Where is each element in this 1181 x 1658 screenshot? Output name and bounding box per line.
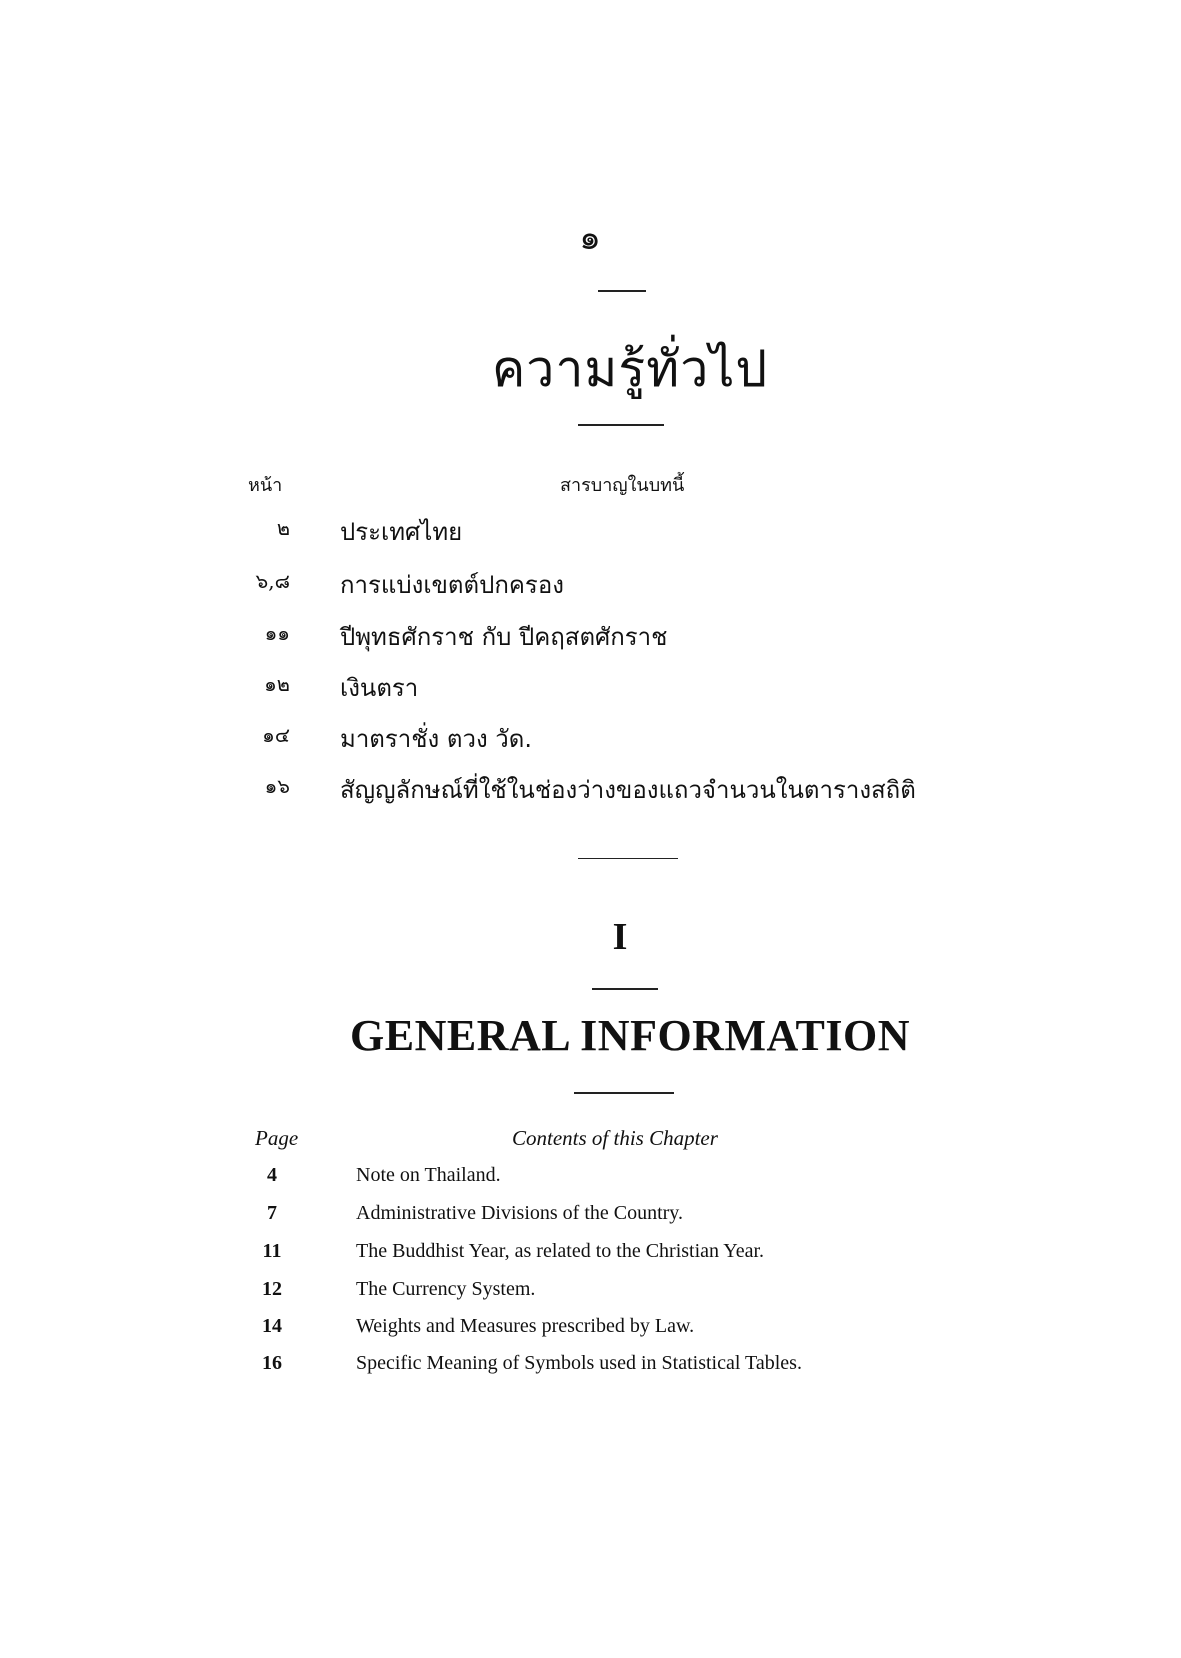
entry-title: Administrative Divisions of the Country. bbox=[356, 1202, 684, 1224]
entry-title: Weights and Measures prescribed by Law. bbox=[356, 1315, 695, 1337]
entry-title: สัญญลักษณ์ที่ใช้ในช่องว่างของแถวจำนวนในตารางสถิติ bbox=[340, 776, 916, 804]
divider bbox=[598, 290, 646, 292]
chapter-title: GENERAL INFORMATION bbox=[350, 1011, 910, 1060]
thai-contents-label: สารบาญในบทนี้ bbox=[560, 475, 685, 496]
entry-title: ประเทศไทย bbox=[340, 518, 463, 546]
entry-title: The Currency System. bbox=[356, 1278, 536, 1300]
entry-page: 11 bbox=[262, 1240, 282, 1262]
entry-page: 4 bbox=[267, 1164, 277, 1186]
entry-page: 7 bbox=[267, 1202, 277, 1224]
entry-page: 12 bbox=[262, 1278, 282, 1300]
entry-title: เงินตรา bbox=[340, 674, 419, 702]
entry-title: การแบ่งเขตต์ปกครอง bbox=[340, 571, 564, 599]
entry-title: มาตราชั่ง ตวง วัด. bbox=[340, 725, 532, 753]
entry-page: ๑๒ bbox=[264, 672, 290, 696]
page-column-label: Page bbox=[255, 1126, 299, 1150]
entry-title: Specific Meaning of Symbols used in Statistical Tables. bbox=[356, 1352, 802, 1374]
section-separator bbox=[578, 858, 678, 859]
thai-chapter-title: ความรู้ทั่วไป bbox=[491, 340, 769, 398]
thai-page-column-label: หน้า bbox=[248, 475, 283, 496]
entry-page: ๑๑ bbox=[264, 621, 290, 645]
divider bbox=[574, 1092, 674, 1094]
chapter-number: I bbox=[612, 916, 628, 958]
entry-title: The Buddhist Year, as related to the Christian Year. bbox=[356, 1240, 765, 1262]
entry-page: ๒ bbox=[276, 516, 290, 540]
entry-page: ๖,๘ bbox=[255, 569, 290, 593]
entry-page: 16 bbox=[262, 1352, 282, 1374]
entry-page: ๑๔ bbox=[262, 723, 290, 747]
entry-page: 14 bbox=[262, 1315, 282, 1337]
divider bbox=[578, 424, 664, 426]
entry-page: ๑๖ bbox=[264, 774, 290, 798]
thai-chapter-number: ๑ bbox=[579, 218, 601, 258]
divider bbox=[592, 988, 658, 990]
entry-title: ปีพุทธศักราช กับ ปีคฤสตศักราช bbox=[340, 623, 668, 651]
entry-title: Note on Thailand. bbox=[356, 1164, 501, 1186]
contents-label: Contents of this Chapter bbox=[512, 1126, 718, 1150]
